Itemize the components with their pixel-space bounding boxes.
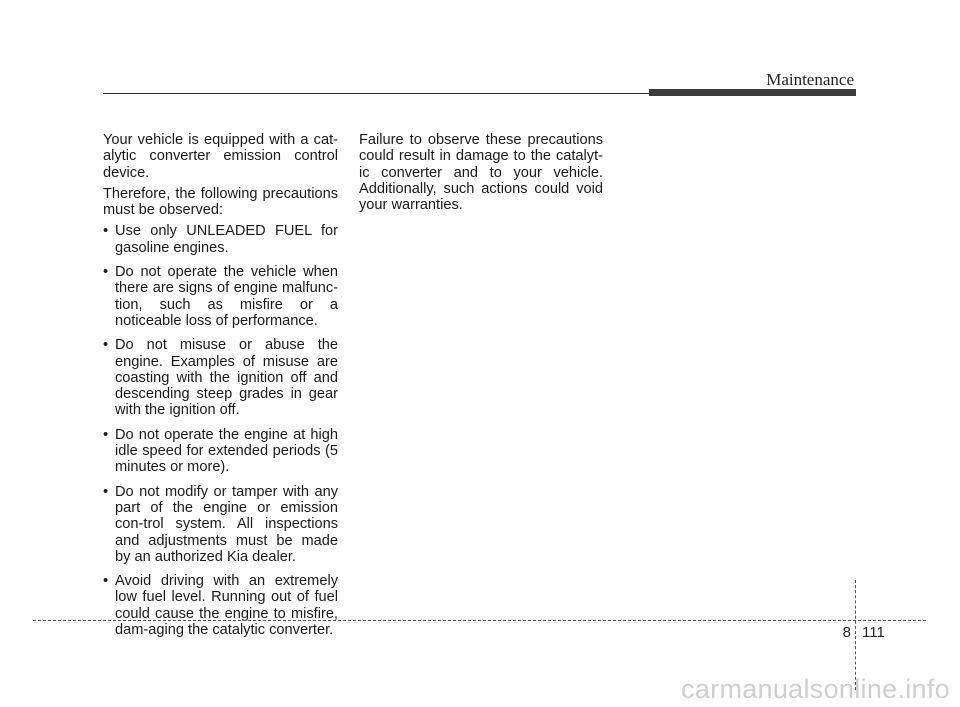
list-item bbox=[103, 223, 338, 256]
list-item-text: Do not misuse or abuse the engine. Examples of misuse are coasting with the ignition off and descending steep grades in gear with the ignition off. bbox=[115, 337, 338, 419]
footer-rule bbox=[33, 620, 926, 621]
watermark: carmanualsonline.info bbox=[681, 674, 950, 704]
list-item bbox=[103, 337, 338, 418]
section-title: Maintenance bbox=[766, 70, 854, 89]
left-column bbox=[103, 132, 338, 646]
list-item bbox=[103, 427, 338, 476]
bullet-icon: • bbox=[103, 426, 109, 443]
bullet-icon: • bbox=[103, 223, 109, 240]
intro-paragraph: Your vehicle is equipped with a cat-alytic converter emission control device. bbox=[103, 132, 338, 181]
precaution-list bbox=[103, 223, 338, 638]
warning-paragraph: Failure to observe these precautions could result in damage to the catalyt-ic converter and to your vehicle. Additionally, such actions could void your warranties. bbox=[359, 132, 603, 214]
precautions-intro: Therefore, the following precautions must be observed: bbox=[103, 185, 338, 219]
list-item-text: Do not operate the engine at high idle speed for extended periods (5 minutes or more). bbox=[115, 426, 338, 476]
list-item-text: Use only UNLEADED FUEL for gasoline engines. bbox=[115, 223, 338, 256]
bullet-icon: • bbox=[103, 337, 109, 354]
bullet-icon: • bbox=[103, 264, 109, 281]
header-accent-bar bbox=[649, 89, 856, 96]
bullet-icon: • bbox=[103, 483, 109, 500]
list-item bbox=[103, 264, 338, 329]
right-column bbox=[359, 132, 603, 218]
list-item-text: Avoid driving with an extremely low fuel level. Running out of fuel could cause the engine to misfire, dam-aging the catalytic converter. bbox=[115, 573, 338, 639]
header-rule bbox=[103, 93, 649, 94]
chapter-number: 8 bbox=[842, 624, 851, 641]
list-item-text: Do not modify or tamper with any part of the engine or emission con-trol system. All inspections and adjustments must be made by an authorized Kia dealer. bbox=[115, 483, 338, 565]
bullet-icon: • bbox=[103, 573, 109, 590]
list-item bbox=[103, 573, 338, 638]
list-item-text: Do not operate the vehicle when there are signs of engine malfunc-tion, such as misfire or a noticeable loss of performance. bbox=[115, 264, 338, 329]
list-item bbox=[103, 484, 338, 565]
page-number: 111 bbox=[862, 624, 885, 641]
